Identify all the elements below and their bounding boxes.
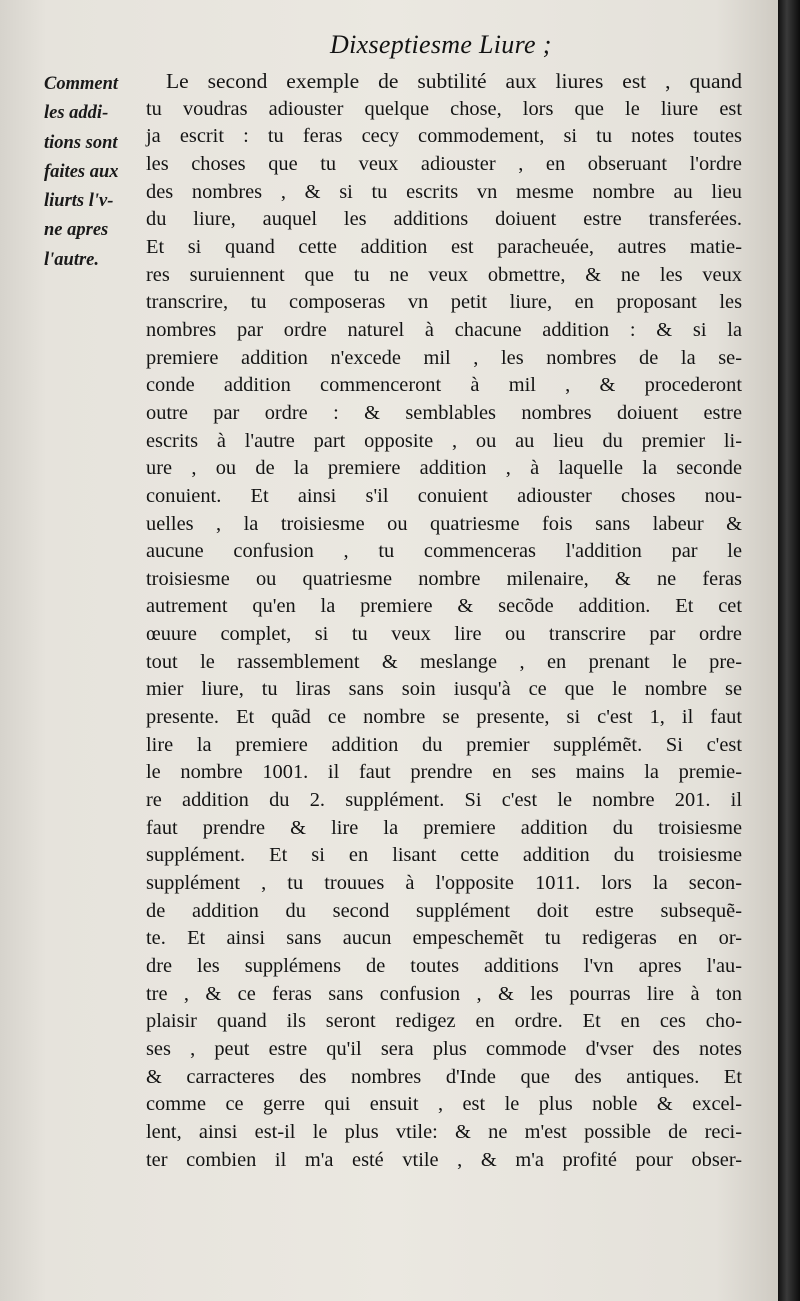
body-text-line: ure , ou de la premiere addition , à laquelle la seconde: [146, 457, 742, 480]
body-text-line: supplément. Et si en lisant cette addition du troisiesme: [146, 844, 742, 867]
body-text-line: le nombre 1001. il faut prendre en ses mains la premie-: [146, 761, 742, 784]
marginal-note-line: liurts l'v-: [44, 191, 114, 212]
body-text-line: nombres par ordre naturel à chacune addition : & si la: [146, 318, 742, 341]
marginal-note-line: l'autre.: [44, 249, 99, 270]
body-text-line: transcrire, tu composeras vn petit liure, en proposant les: [146, 291, 742, 314]
marginal-note-line: tions sont: [44, 132, 118, 153]
body-text-line: outre par ordre : & semblables nombres doiuent estre: [146, 401, 742, 424]
body-text-line: aucune confusion , tu commenceras l'addition par le: [146, 540, 742, 563]
body-text-line: les choses que tu veux adiouster , en obseruant l'ordre: [146, 152, 742, 175]
body-text-line: des nombres , & si tu escrits vn mesme nombre au lieu: [146, 180, 742, 203]
running-head: Dixseptiesme Liure ;: [330, 30, 552, 59]
marginal-note: [44, 70, 144, 275]
body-text-line: de addition du second supplément doit estre subsequẽ-: [146, 899, 742, 922]
body-text-line: supplément , tu trouues à l'opposite 1011. lors la secon-: [146, 872, 742, 895]
body-text-line: presente. Et quãd ce nombre se presente, si c'est 1, il faut: [146, 706, 742, 729]
body-text-line: mier liure, tu liras sans soin iusqu'à ce que le nombre se: [146, 678, 742, 701]
body-text-line: re addition du 2. supplément. Si c'est le nombre 201. il: [146, 789, 742, 812]
body-text-line: tre , & ce feras sans confusion , & les pourras lire à ton: [146, 982, 742, 1005]
body-text-line: ter combien il m'a esté vtile , & m'a profité pour obser-: [146, 1148, 742, 1171]
body-text-line: lire la premiere addition du premier supplémẽt. Si c'est: [146, 733, 742, 756]
body-text-line: uelles , la troisiesme ou quatriesme fois sans labeur &: [146, 512, 742, 535]
body-text-line: plaisir quand ils seront redigez en ordre. Et en ces cho-: [146, 1010, 742, 1033]
body-text-line: tout le rassemblement & meslange , en prenant le pre-: [146, 650, 742, 673]
book-spine: [778, 0, 800, 1301]
body-text: [146, 68, 742, 1174]
body-text-line: tu voudras adiouster quelque chose, lors que le liure est: [146, 97, 742, 120]
marginal-note-line: ne apres: [44, 220, 109, 241]
body-text-line: faut prendre & lire la premiere addition du troisiesme: [146, 816, 742, 839]
body-text-line: lent, ainsi est-il le plus vtile: & ne m'est possible de reci-: [146, 1120, 742, 1143]
body-text-line: œuure complet, si tu veux lire ou transcrire par ordre: [146, 623, 742, 646]
body-text-line: & carracteres des nombres d'Inde que des antiques. Et: [146, 1065, 742, 1088]
body-text-line: Le second exemple de subtilité aux liures est , quand: [166, 69, 742, 93]
body-text-line: conde addition commenceront à mil , & procederont: [146, 374, 742, 397]
body-text-line: conuient. Et ainsi s'il conuient adiouster choses nou-: [146, 484, 742, 507]
body-text-line: du liure, auquel les additions doiuent estre transferées.: [146, 208, 742, 231]
body-text-line: premiere addition n'excede mil , les nombres de la se-: [146, 346, 742, 369]
body-text-line: comme ce gerre qui ensuit , est le plus noble & excel-: [146, 1093, 742, 1116]
marginal-note-line: les addi-: [44, 103, 109, 124]
body-text-line: dre les supplémens de toutes additions l'vn apres l'au-: [146, 955, 742, 977]
body-text-line: autrement qu'en la premiere & secõde addition. Et cet: [146, 595, 742, 618]
marginal-note-line: faites aux: [44, 161, 119, 182]
body-text-line: Et si quand cette addition est paracheuée, autres matie-: [146, 235, 742, 258]
body-text-line: troisiesme ou quatriesme nombre milenaire, & ne feras: [146, 567, 742, 590]
body-text-line: te. Et ainsi sans aucun empeschemẽt tu redigeras en or-: [146, 927, 742, 950]
marginal-note-line: Comment: [44, 74, 119, 94]
body-text-line: ses , peut estre qu'il sera plus commode d'vser des notes: [146, 1037, 742, 1060]
body-text-line: ja escrit : tu feras cecy commodement, si tu notes toutes: [146, 125, 742, 148]
body-text-line: escrits à l'autre part opposite , ou au lieu du premier li-: [146, 429, 742, 452]
body-text-line: res suruiennent que tu ne veux obmettre, & ne les veux: [146, 263, 742, 286]
